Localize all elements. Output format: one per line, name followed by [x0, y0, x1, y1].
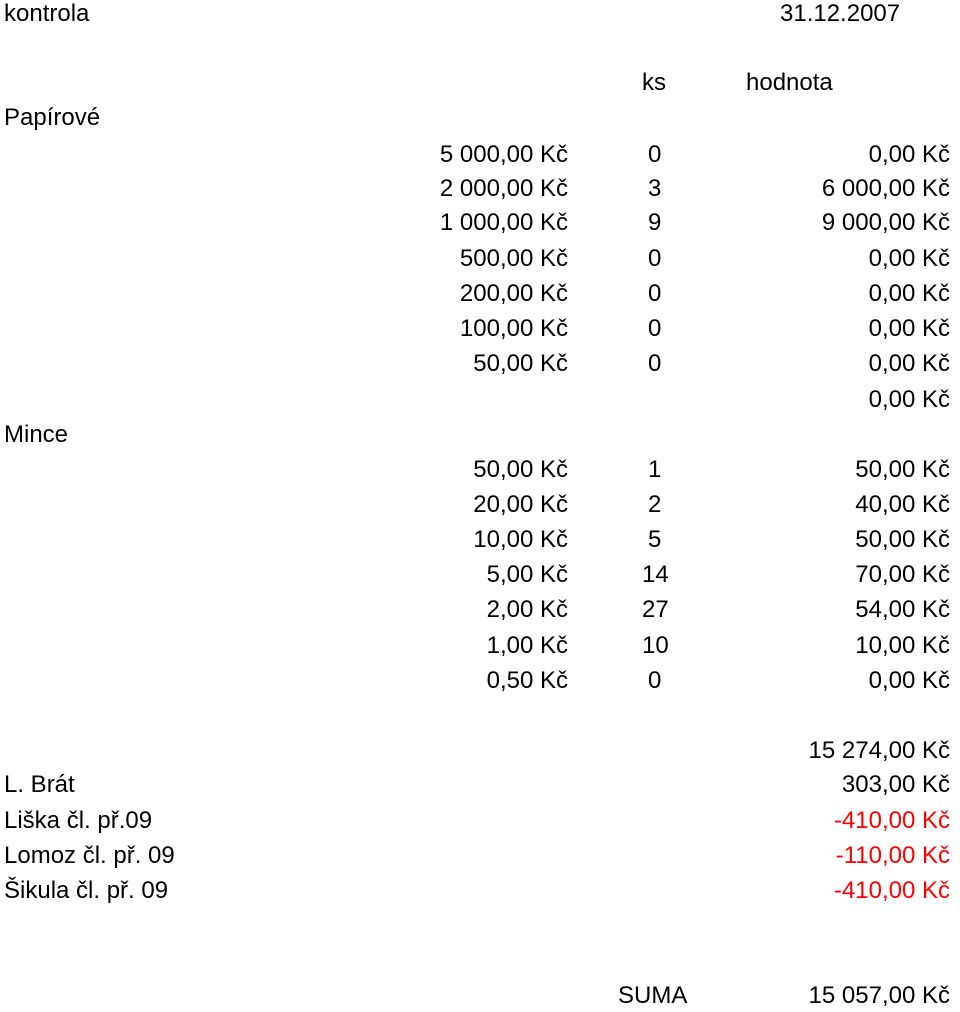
- coin-denomination: 0,50 Kč: [486, 667, 568, 694]
- adjustment-label: Liška čl. př.09: [4, 807, 153, 834]
- paper-denomination: 5 000,00 Kč: [439, 141, 568, 168]
- paper-denomination: 2 000,00 Kč: [439, 175, 568, 202]
- paper-count: 0: [648, 245, 662, 272]
- paper-value: 0,00 Kč: [868, 280, 950, 307]
- coin-denomination: 50,00 Kč: [473, 456, 568, 483]
- paper-denomination: 100,00 Kč: [459, 315, 568, 342]
- paper-value: 0,00 Kč: [868, 350, 950, 377]
- coin-value: 70,00 Kč: [855, 561, 950, 588]
- date-label: 31.12.2007: [780, 0, 901, 27]
- paper-count: 0: [648, 315, 662, 342]
- coin-denomination: 20,00 Kč: [473, 491, 568, 518]
- coin-denomination: 5,00 Kč: [486, 561, 568, 588]
- paper-count: 0: [648, 141, 662, 168]
- adjustment-value: -110,00 Kč: [835, 842, 950, 869]
- paper-count: 3: [648, 175, 662, 202]
- coin-count: 1: [648, 456, 662, 483]
- coin-value: 40,00 Kč: [855, 491, 950, 518]
- paper-count: 9: [648, 209, 662, 236]
- paper-count: 0: [648, 350, 662, 377]
- coin-count: 27: [642, 596, 669, 623]
- column-header-value: hodnota: [746, 69, 833, 96]
- coin-count: 2: [648, 491, 662, 518]
- adjustment-value: 303,00 Kč: [841, 771, 950, 798]
- coin-value: 54,00 Kč: [855, 596, 950, 623]
- coin-value: 50,00 Kč: [855, 526, 950, 553]
- paper-value: 9 000,00 Kč: [821, 209, 950, 236]
- paper-denomination: 200,00 Kč: [459, 280, 568, 307]
- adjustment-label: L. Brát: [4, 771, 75, 798]
- adjustment-value: -410,00 Kč: [833, 877, 950, 904]
- total-label: SUMA: [618, 982, 688, 1009]
- adjustment-label: Lomoz čl. př. 09: [4, 842, 175, 869]
- adjustment-label: Šikula čl. př. 09: [4, 877, 169, 904]
- paper-denomination: 50,00 Kč: [473, 350, 568, 377]
- paper-value: 0,00 Kč: [868, 141, 950, 168]
- subtotal-value: 15 274,00 Kč: [808, 737, 950, 764]
- paper-extra-value: 0,00 Kč: [868, 386, 950, 413]
- coin-value: 50,00 Kč: [855, 456, 950, 483]
- paper-value: 0,00 Kč: [868, 245, 950, 272]
- coin-denomination: 2,00 Kč: [486, 596, 568, 623]
- column-header-count: ks: [642, 69, 666, 96]
- coin-count: 5: [648, 526, 662, 553]
- sheet-title: kontrola: [4, 0, 90, 27]
- paper-value: 0,00 Kč: [868, 315, 950, 342]
- paper-denomination: 1 000,00 Kč: [439, 209, 568, 236]
- paper-value: 6 000,00 Kč: [821, 175, 950, 202]
- total-value: 15 057,00 Kč: [808, 982, 950, 1009]
- coin-value: 0,00 Kč: [868, 667, 950, 694]
- coin-denomination: 10,00 Kč: [473, 526, 568, 553]
- section-label-coins: Mince: [4, 421, 69, 448]
- coin-count: 14: [642, 561, 669, 588]
- coin-count: 10: [642, 632, 669, 659]
- coin-denomination: 1,00 Kč: [486, 632, 568, 659]
- coin-count: 0: [648, 667, 662, 694]
- adjustment-value: -410,00 Kč: [833, 807, 950, 834]
- paper-denomination: 500,00 Kč: [459, 245, 568, 272]
- coin-value: 10,00 Kč: [855, 632, 950, 659]
- section-label-paper: Papírové: [4, 104, 101, 131]
- paper-count: 0: [648, 280, 662, 307]
